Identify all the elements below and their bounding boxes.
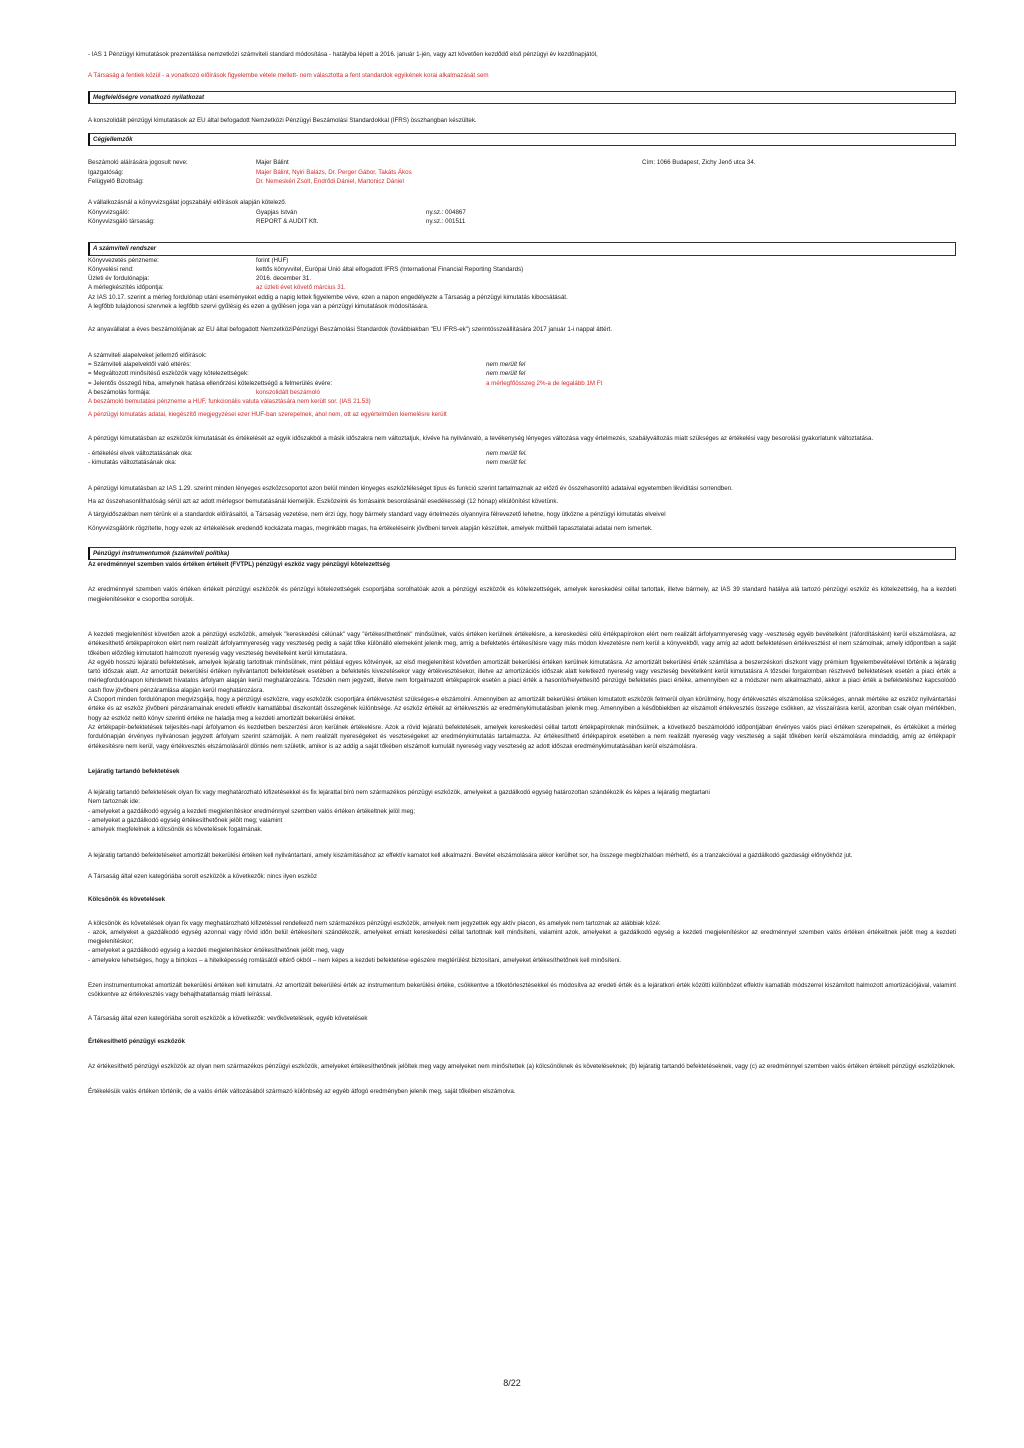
auditor-label: Könyvvizsgáló: bbox=[88, 208, 130, 216]
htm-definition: A lejáratig tartandó befektetések olyan fix vagy meghatározható kifizetésekkel és fix lejárattal bíró nem származékos pénzügyi eszközök, amelyeket a gazdálkodó egység határozottan szándékozik és képes a lejáratig megtartani bbox=[88, 789, 710, 797]
material-label: = Jelentős összegű hiba, amelynek hatása ellenőrzési kötelezettségű a felmerülés évére: bbox=[88, 379, 333, 387]
signer-row bbox=[88, 158, 956, 167]
loans-bullet-3: - amelyekre lehetséges, hogy a birtokos – a hitelképesség romlásától eltérő okból – nem képes a kezdeti befektetése egészére megtérülést biztosítani, amelyeket értékesíthetőnek kell minősíteni. bbox=[88, 956, 622, 964]
ias10-note: Az IAS 10.17. szerint a mérleg fordulónap utáni eseményeket eddig a napig lettek figyelembe véve, ezen a napon engedélyezte a Társaság a pénzügyi kimutatás kibocsátását. bbox=[88, 293, 568, 301]
htm-category: A Társaság által ezen kategóriába sorolt eszközök a következők: nincs ilyen eszköz bbox=[88, 872, 317, 880]
estimates-note: Könyvvizsgálónk rögzítette, hogy ezek az értékelések eredendő kockázata magas, meginkább magas, ha értékeléseink jövőbeni tervek alapján készültek, amelyek múltbéli tapasztalatai adatai nem ismertek. bbox=[88, 524, 653, 532]
company-address: Cím: 1066 Budapest, Zichy Jenő utca 34. bbox=[642, 159, 756, 167]
initial-recognition-p4: Az értékpapír-befektetések teljesítés-napi árfolyamon és kezdetben beszerzési áron kerülnek értékelésre. Azok a rövid lejáratú befektetések, amelyek kereskedési céllal tartott értékpapíroknak minősülnek, a következő beszámolódó időpontjában érvényes valós piaci értéken szerepelnek, és értéküket a mérleg fordulónapján érvényes nyilvánosan jegyzett árfolyam szerint számolják. A nem realizált nyereségeket és veszteségeket az eredménykimutatás tartalmazza. Az értékesíthető értékpapírok esetében a nem realizált nyereség vagy veszteség a saját tőkében kerül elszámolásra mindaddig, amíg az értékpapír értékesítésre nem kerül, vagy értékvesztés elszámolásáról döntés nem születik, amikor is az addig a saját tőkében elszámolt kumulált nyereség vagy veszteség az adott időszak eredménykimutatásában kerül elszámolásra. bbox=[88, 723, 956, 750]
page-number: 8/22 bbox=[503, 1378, 521, 1388]
loans-measurement: Ezen instrumentumokat amortizált bekerülési értéken kell kimutatni. Az amortizált bekerülési érték az instrumentum bekerülési értéke, csökkentve a tőketörlesztésekkel és módosítva az eredeti érték és a lejáratkori érték közötti különbözet effektív kamatláb módszerrel kiszámított halmozott amortizációjával, valamint csökkentve az értékvesztés vagy behajthatatlanság miatti leírással. bbox=[88, 982, 956, 999]
afs-definition: Az értékesíthető pénzügyi eszközök az olyan nem származékos pénzügyi eszközök, amelyeket értékesíthetőnek jelöltek meg vagy amelyeket nem minősítettek (a) kölcsönöknek és követeléseknek; (b) lejáratig tartandó befektetéseknek, vagy (c) az eredménnyel szemben valós értéken értékelt pénzügyi eszközöknek. bbox=[88, 1063, 956, 1071]
system-value: kettős könyvvitel, Európai Unió által elfogadott IFRS (International Financial Reporting Standards) bbox=[256, 265, 524, 273]
principles-intro: A számviteli alapelveket jellemző előírások: bbox=[88, 351, 207, 359]
fy-row bbox=[88, 274, 956, 283]
presentation-change-value: nem merült fel. bbox=[486, 459, 527, 467]
bs-date-label: A mérlegkészítés időpontja: bbox=[88, 284, 164, 292]
valuation-change-row bbox=[88, 449, 956, 458]
loans-bullet-2: - amelyeket a gazdálkodó egység a kezdeti megjelenítéskor értékesíthetőnek jelölt meg, vagy bbox=[88, 947, 345, 955]
presentation-change-label: - kimutatás változtatásának oka: bbox=[88, 459, 177, 467]
ias1-note: - IAS 1 Pénzügyi kimutatások prezentálása nemzetközi számviteli standard módosítása - hatályba lépett a 2016. január 1-jén, vagy azt követően kezdődő első pénzügyi év kezdőnapjától, bbox=[88, 51, 598, 58]
valuation-change-label: - értékelési elvek változtatásának oka: bbox=[88, 450, 193, 458]
audit-firm-value: REPORT & AUDIT Kft. bbox=[256, 217, 319, 225]
eu-ifrs-note: Az anyavállalat a éves beszámolójának az EU által befogadott NemzetköziPénzügyi Beszámolási Standardok (továbbiakban "EU IFRS-ek") szerintösszeállítására 2017 január 1-i nappal áttért. bbox=[88, 326, 613, 334]
qualified-label: = Megváltozott minősítésű eszközök vagy kötelezettségek: bbox=[88, 370, 249, 378]
data-unit-note: A pénzügyi kimutatás adatai, kiegészítő megjegyzései ezer HUF-ban szerepelnek, ahol nem, ott az egyértelműen kiemelésre került bbox=[88, 411, 447, 419]
ias129-note: A pénzügyi kimutatásban az IAS 1.29. szerint minden lényeges eszközcsoportot azon belül minden lényeges eszközféleséget típus és funkció szerint tartalmaznak az előző év összehasonlító adataival egyetemben likviditási sorrendben. bbox=[88, 484, 733, 492]
currency-label: Könyvvezetés pénzneme: bbox=[88, 256, 159, 264]
loans-bullet-1: - azok, amelyeket a gazdálkodó egység azonnal vagy rövid időn belül értékesíteni szándékozik, amelyeket emiatt kereskedési céllal tartottnak kell minősíteni, valamint azok, amelyeket a gazdálkodó egység a kezdeti megjelenítéskor az eredménnyel szemben valós értéken értékeltnek jelölt meg a kezdeti megjelenítéskor; bbox=[88, 928, 956, 946]
early-adoption-note: A Társaság a fentiek közül - a vonatkozó előírások figyelembe vétele mellett- nem választotta a fent standardok egyikének korai alkalmazását sem bbox=[88, 72, 489, 80]
board-row bbox=[88, 168, 956, 177]
conformity-text: A konszolidált pénzügyi kimutatások az EU által befogadott Nemzetközi Pénzügyi Beszámolási Standardokkal (IFRS) összhangban készültek. bbox=[88, 116, 477, 124]
audit-obligation: A vállalkozásnál a könyvvizsgálat jogszabályi előírások alapján kötelező. bbox=[88, 199, 287, 207]
deviation-value: nem merült fel bbox=[486, 360, 526, 368]
consistency-note: A pénzügyi kimutatásban az eszközök kimutatását és értékelését az egyik időszakból a másik időszakra nem változtatjuk, kivéve ha nyilvánvaló, a tevékenység lényeges változása vagy értelmezés, szabályváltozás miatt szükséges az értékelési vagy besorolási gyakorlatunk változtatása. bbox=[88, 434, 874, 442]
auditor-reg: ny.sz.: 004867 bbox=[426, 208, 466, 216]
presentation-change-row bbox=[88, 458, 956, 467]
audit-firm-label: Könyvvizsgáló társaság: bbox=[88, 217, 155, 225]
form-row bbox=[88, 388, 956, 397]
currency-value: forint (HUF) bbox=[256, 256, 289, 264]
bs-date-row bbox=[88, 283, 956, 292]
htm-bullet-1: - amelyeket a gazdálkodó egység a kezdeti megjelenítéskor eredménnyel szemben valós értéken értékeltnek jelöl meg; bbox=[88, 807, 416, 815]
supervisory-row bbox=[88, 177, 956, 186]
conformity-heading: Megfelelőségre vonatkozó nyilatkozat bbox=[88, 91, 956, 104]
initial-recognition-p3: A Csoport minden fordulónapon megvizsgálja, hogy a pénzügyi eszközre, vagy eszközök csoportjára értékvesztést szükséges-e elszámolni. Amennyiben az amortizált bekerülési értéken kimutatott eszközök felmerül olyan körülmény, hogy értékvesztés elszámolása szükséges, annak mértéke az eszköz nyilvántartási értéke és az eszköz jövőbeni pénzáramainak eredeti effektív kamatlábbal diszkontált összegének különbsége. Az eszköz értékét az értékvesztés az eredménykimutatásban jelenik meg. Amennyiben a későbbiekben az elszámolt értékvesztés összege csökken, az visszaírásra kerül, azonban csak olyan mértékben, hogy az eszköz nettó könyv szerinti értéke ne haladja meg a kezdeti amortizált bekerülési értéket. bbox=[88, 696, 956, 722]
valuation-change-value: nem merült fel. bbox=[486, 450, 527, 458]
board-value: Majer Bálint, Nyiri Balázs, Dr. Perger Gábor, Takáts Ákos bbox=[256, 168, 412, 176]
accounting-heading: A számviteli rendszer bbox=[88, 242, 956, 255]
htm-bullet-2: - amelyeket a gazdálkodó egység értékesíthetőnek jelölt meg; valamint bbox=[88, 817, 283, 825]
currency-row bbox=[88, 256, 956, 265]
reporting-period-note: A tárgyidőszakban nem térünk el a standardok előírásaitól, a Társaság vezetése, nem érzi úgy, hogy bármely standard vagy értelmezés olyannyira félrevezető lehetne, hogy ütközne a pénzügyi kimutatás elveivel bbox=[88, 511, 666, 519]
system-label: Könyvelési rend: bbox=[88, 265, 134, 273]
bs-date-value: az üzleti évet követő március 31. bbox=[256, 284, 346, 292]
supervisory-value: Dr. Nemeskéri Zsolt, Endrődi Dániel, Martonicz Dániel bbox=[256, 178, 404, 186]
htm-not-included: Nem tartoznak ide: bbox=[88, 798, 140, 806]
material-value: a mérlegfőösszeg 2%-a de legalább 1M Ft bbox=[486, 379, 603, 387]
form-value: konszolidált beszámoló bbox=[256, 388, 320, 396]
loans-definition: A kölcsönök és követelések olyan fix vagy meghatározható kifizetéssel rendelkező nem származékos pénzügyi eszközök, amelyek nem jegyzettek egy aktív piacon, és amelyek nem tartoznak az alábbiak közé: bbox=[88, 919, 661, 927]
supervisory-label: Felügyelő Bizottság: bbox=[88, 178, 144, 186]
form-label: A beszámolás formája: bbox=[88, 388, 151, 396]
fvtpl-title: Az eredménnyel szemben valós értéken értékelt (FVTPL) pénzügyi eszköz vagy pénzügyi kötelezettség bbox=[88, 561, 390, 569]
afs-title: Értékesíthető pénzügyi eszközök bbox=[88, 1037, 185, 1045]
htm-title: Lejáratig tartandó befektetések bbox=[88, 767, 180, 775]
system-row bbox=[88, 265, 956, 274]
signer-value: Majer Bálint bbox=[256, 159, 289, 167]
owners-note: A legfőbb tulajdonosi szervnek a legfőbb szervi gyűlésig és ezen a gyűlésen joga van a pénzügyi kimutatások módosítására. bbox=[88, 303, 429, 311]
presentation-currency-note: A beszámoló bemutatási pénzneme a HUF, funkcionális valuta választására nem került sor. (IAS 21.53) bbox=[88, 398, 371, 406]
instruments-heading: Pénzügyi instrumentumok (számviteli politika) bbox=[88, 547, 956, 560]
deviation-label: = Számviteli alapelvektől való eltérés: bbox=[88, 360, 192, 368]
document-page bbox=[88, 50, 956, 1097]
fy-value: 2016. december 31. bbox=[256, 275, 312, 283]
comparability-note: Ha az összehasonlíthatóság sérül azt az adott mérlegsor bemutatásánál kiemeljük. Eszközeink és forrásaink besorolásánál esedékességi (12 hónap) elkülönítést követünk. bbox=[88, 497, 559, 505]
fy-label: Üzleti év fordulónapja: bbox=[88, 275, 150, 283]
initial-recognition-p2: Az egyéb hosszú lejáratú befektetések, amelyek lejáratig tartottnak minősülnek, mint például egyes kötvények, az első megjelenítést követően amortizált bekerülési értéken kerülnek kimutatásra. Az amortizált bekerülési érték számítása a beszerzéskori diszkont vagy prémium figyelembevételével történik a lejáratig tartó időszak alatt. Az amortizált bekerülési értéken nyilvántartott befektetések esetében a befektetés kivezetésekor vagy értékvesztésekor, illetve az amortizációs időszak alatt keletkező nyereség vagy veszteség bevételként kerül kimutatásra A tőzsdei forgalomban résztvevő befektetések esetén a piaci érték a mérlegfordulónapon kihirdetett hivatalos árfolyam alapján kerül meghatározásra. Tőzsdén nem jegyzett, illetve nem forgalmazott értékpapírok esetén a piaci érték a hasonló/helyettesítő pénzügyi befektetés piaci értéke, amennyiben ez a módszer nem alkalmazható, akkor a piaci érték a befektetéshez kapcsolódó cash flow jövőbeni pénzáramlása alapján kerül meghatározásra. bbox=[88, 658, 956, 694]
audit-firm-row bbox=[88, 217, 956, 226]
audit-firm-reg: ny.sz.: 001511 bbox=[426, 217, 466, 225]
signer-label: Beszámoló aláírására jogosult neve: bbox=[88, 159, 188, 167]
htm-measurement: A lejáratig tartandó befektetéseket amortizált bekerülési értéken kell nyilvántartani, amely kiszámításához az effektív kamatot kell alkalmazni. Bevétel elszámolására akkor kerülhet sor, ha összege megbízhatóan mérhető, és a tranzakcióval a gazdálkodó gazdasági előnyökhöz jut. bbox=[88, 851, 853, 859]
material-row bbox=[88, 379, 956, 388]
auditor-row bbox=[88, 208, 956, 217]
loans-category: A Társaság által ezen kategóriába sorolt eszközök a következők: vevőkövetelések, egyéb követelések bbox=[88, 1014, 368, 1022]
htm-bullet-3: - amelyek megfelelnek a kölcsönök és követelések fogalmának. bbox=[88, 826, 263, 834]
company-heading: Cégjellemzők bbox=[88, 133, 956, 146]
afs-measurement: Értékelésük valós értéken történik, de a valós érték változásából származó különbség az egyéb átfogó eredményben jelenik meg, saját tőkében elszámolva. bbox=[88, 1088, 516, 1096]
board-label: Igazgatóság: bbox=[88, 168, 124, 176]
initial-recognition-p1: A kezdeti megjelenítést követően azok a pénzügyi eszközök, amelyek "kereskedési célúnak" vagy "értékesíthetőnek" minősülnek, valós értéken kerülnek értékelésre, a kereskedési célú értékpapírokon elért nem realizált árfolyamnyereség vagy -veszteség egyéb bevételként (ráfordításként) kerül elszámolásra, az értékesíthető értékpapírokon elért nem realizált árfolyamnyereség vagy veszteség pedig a saját tőke különálló elemeként jelenik meg, amíg a befektetés értékesítésre vagy más módon kivezetésre nem kerül a könyvekből, vagy amíg az adott befektetésen értékvesztést el nem számolnak, amely időpontban a saját tőkében előzőleg kimutatott halmozott nyereség vagy veszteség bevételként kerül kimutatásra. bbox=[88, 630, 956, 657]
loans-title: Kölcsönök és követelések bbox=[88, 896, 166, 904]
deviation-row bbox=[88, 360, 956, 369]
qualified-value: nem merült fel bbox=[486, 370, 526, 378]
qualified-row bbox=[88, 369, 956, 378]
fvtpl-text: Az eredménnyel szemben valós értéken értékelt pénzügyi eszközök és pénzügyi kötelezettségek csoportjába sorolhatóak azok a pénzügyi eszközök és kötelezettségek, amelyek kereskedési céllal tartottak, illetve bármely, az IAS 39 standard hatálya alá tartozó pénzügyi eszköz és kötelezettség, ha a kezdeti megjelenítésekor e csoportba soroljuk. bbox=[88, 586, 956, 603]
auditor-value: Gyapjas István bbox=[256, 208, 297, 216]
